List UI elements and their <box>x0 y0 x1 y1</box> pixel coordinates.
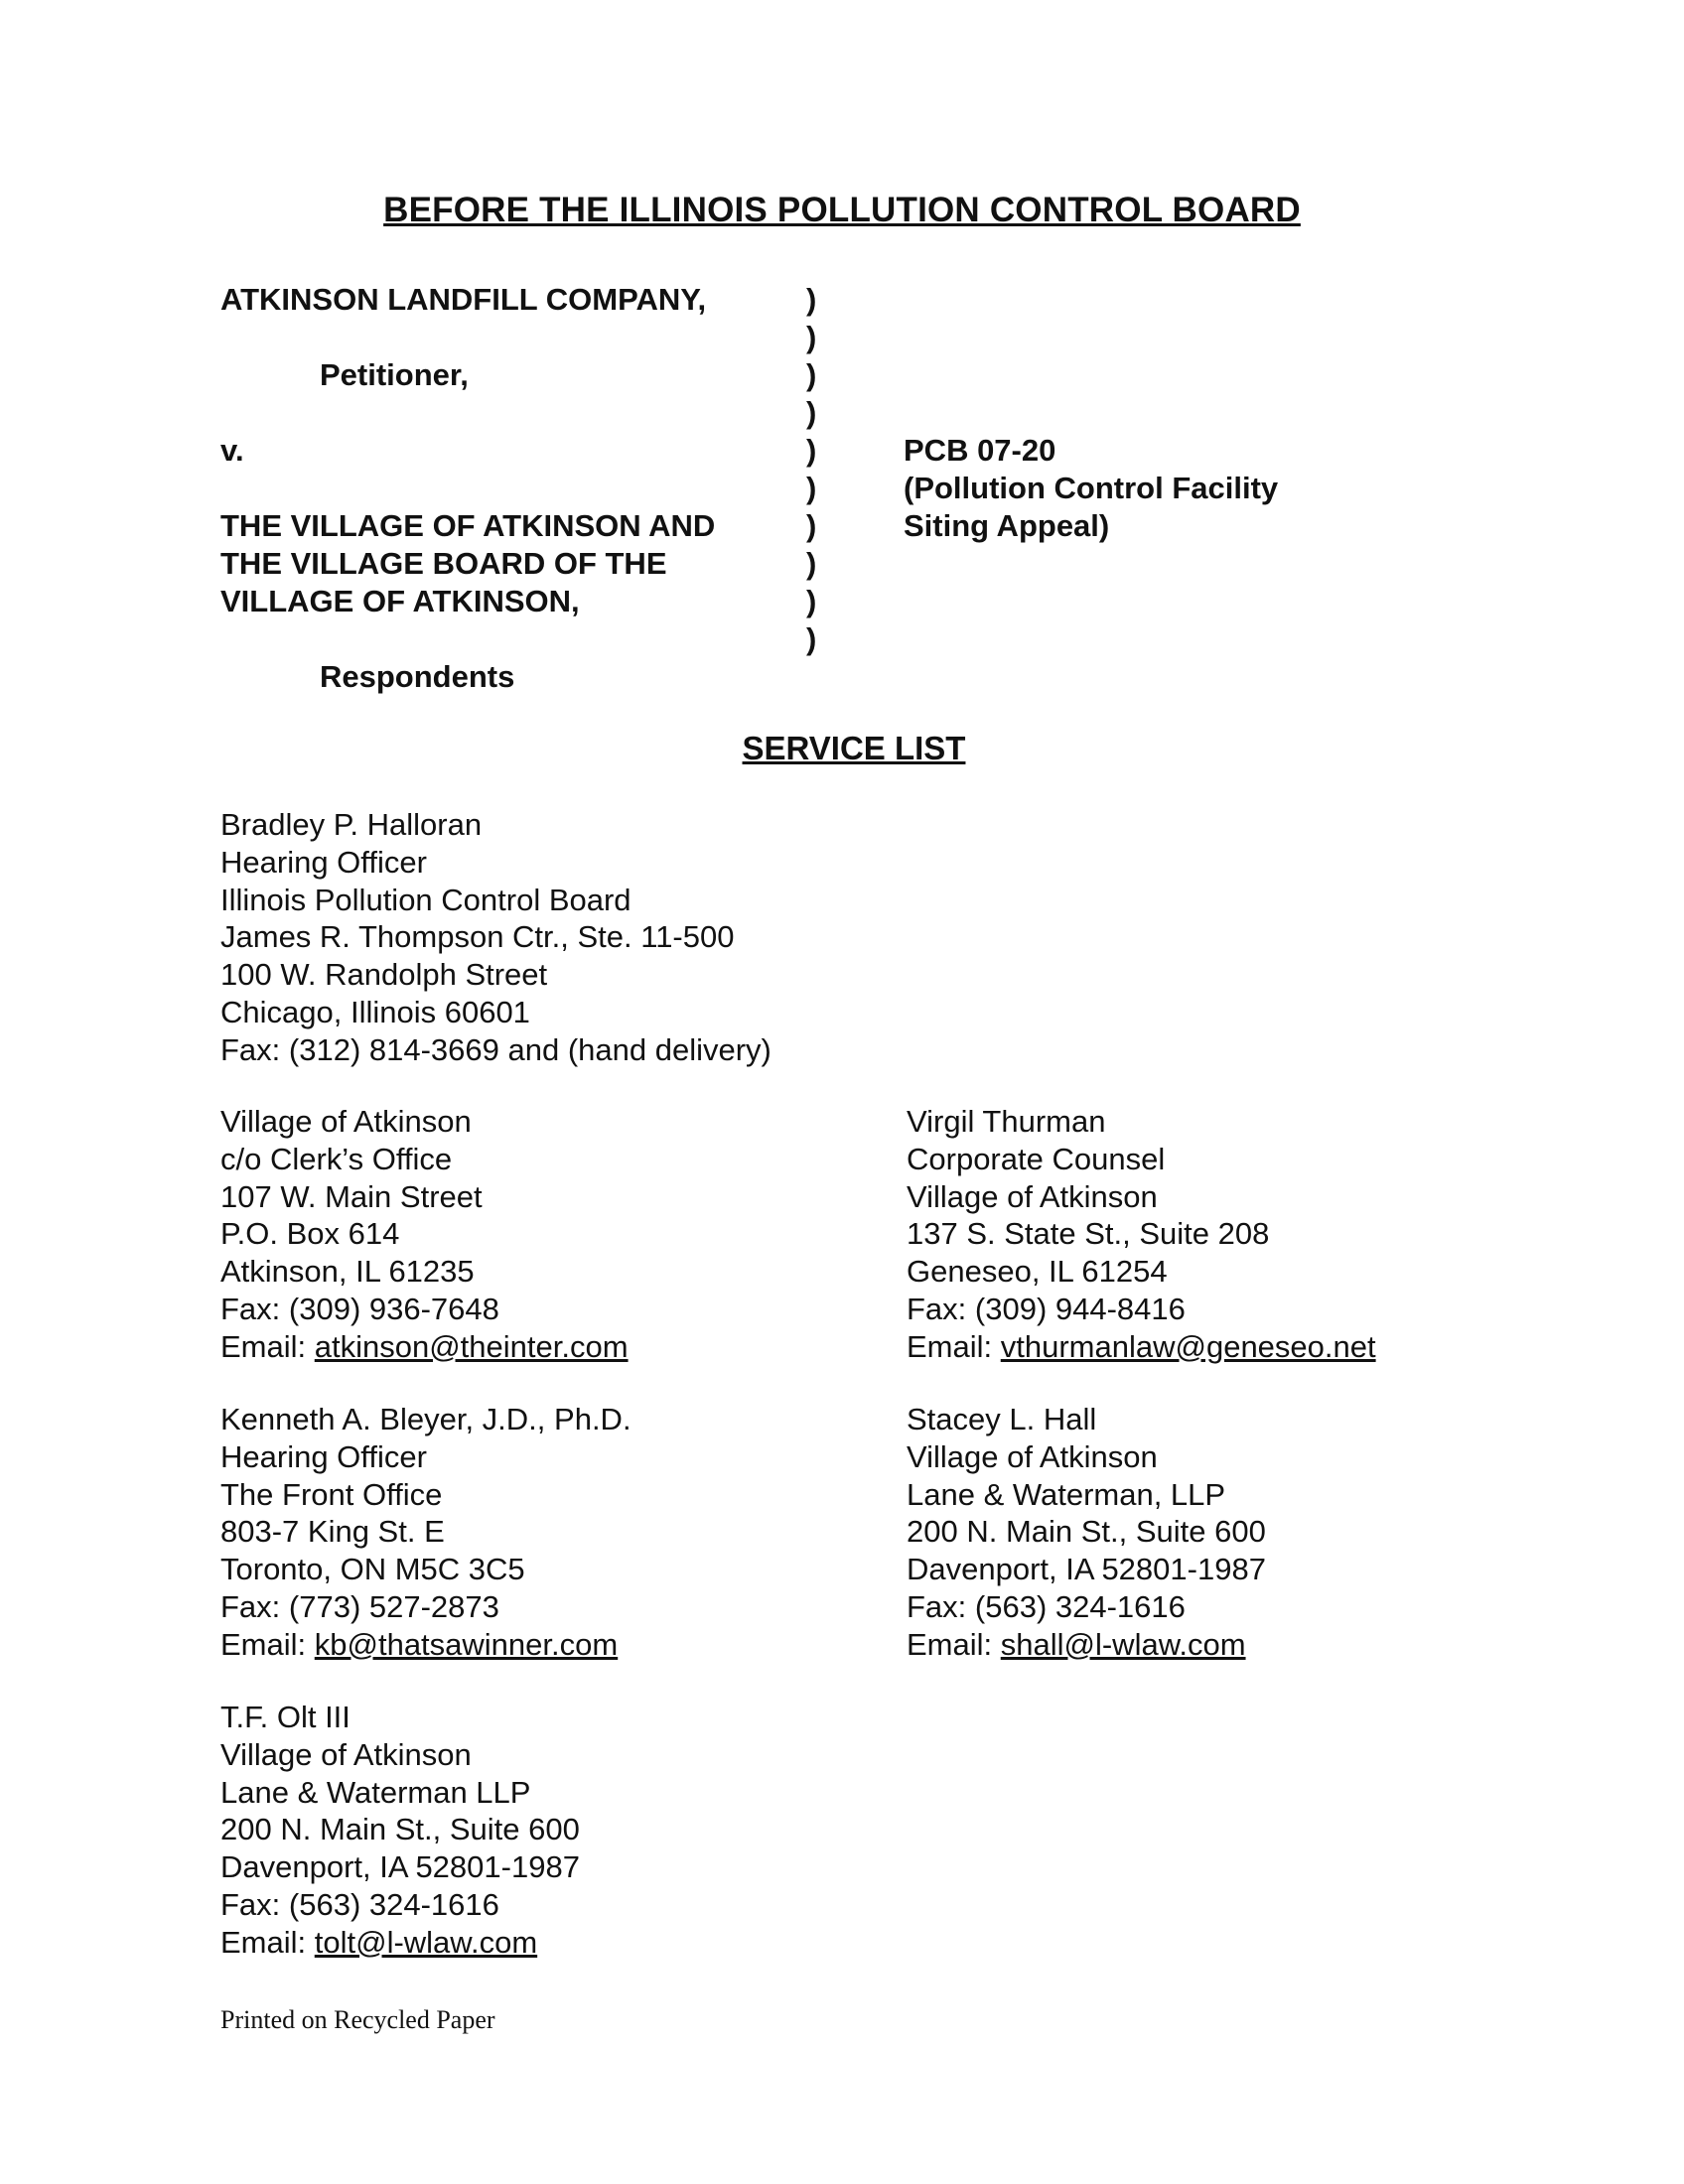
contact-line: Chicago, Illinois 60601 <box>220 994 530 1029</box>
contact-line: Toronto, ON M5C 3C5 <box>220 1552 525 1587</box>
email-link[interactable]: tolt@l-wlaw.com <box>314 1924 538 1960</box>
contact-line: Hearing Officer <box>220 1438 427 1474</box>
case-caption <box>220 281 715 696</box>
contact-line: The Front Office <box>220 1476 443 1512</box>
contact-line: Corporate Counsel <box>907 1141 1166 1176</box>
case-number: PCB 07-20 <box>904 433 1056 468</box>
respondent-line: VILLAGE OF ATKINSON, <box>220 584 580 618</box>
contact-line: T.F. Olt III <box>220 1700 351 1734</box>
versus-label: v. <box>220 433 244 468</box>
contact-line: 107 W. Main Street <box>220 1178 483 1214</box>
contact-village <box>220 1103 629 1366</box>
contact-line: 803-7 King St. E <box>220 1514 445 1550</box>
email-line <box>220 1328 629 1366</box>
petitioner-role: Petitioner, <box>320 357 469 392</box>
caption-paren: ) <box>806 546 817 581</box>
email-line <box>220 1924 580 1962</box>
caption-paren: ) <box>806 320 817 354</box>
respondent-line: THE VILLAGE BOARD OF THE <box>220 546 667 581</box>
contact-line: Virgil Thurman <box>907 1104 1106 1139</box>
contact-line: 100 W. Randolph Street <box>220 957 548 993</box>
contact-line: Bradley P. Halloran <box>220 807 483 842</box>
contact-line: 200 N. Main St., Suite 600 <box>220 1812 580 1847</box>
email-label: Email: <box>220 1328 315 1364</box>
caption-paren: ) <box>806 282 817 317</box>
contact-line: Lane & Waterman, LLP <box>907 1476 1226 1512</box>
email-label: Email: <box>220 1626 315 1662</box>
respondent-role: Respondents <box>320 659 515 694</box>
contact-line: Fax: (773) 527-2873 <box>220 1588 499 1624</box>
case-type-line: (Pollution Control Facility <box>904 471 1279 505</box>
caption-paren: ) <box>806 471 817 505</box>
contact-line: Fax: (312) 814-3669 and (hand delivery) <box>220 1031 772 1067</box>
contact-line: Atkinson, IL 61235 <box>220 1254 475 1290</box>
email-link[interactable]: atkinson@theinter.com <box>314 1328 629 1364</box>
caption-paren: ) <box>806 508 817 543</box>
email-link[interactable]: kb@thatsawinner.com <box>314 1626 619 1662</box>
contact-line: Stacey L. Hall <box>907 1402 1097 1436</box>
court-heading: BEFORE THE ILLINOIS POLLUTION CONTROL BOARD <box>383 191 1301 229</box>
contact-line: Village of Atkinson <box>220 1736 472 1772</box>
contact-line: Fax: (563) 324-1616 <box>220 1886 499 1922</box>
contact-line: Lane & Waterman LLP <box>220 1774 531 1810</box>
case-info <box>904 432 1278 545</box>
contact-hall <box>907 1401 1266 1664</box>
contact-line: Fax: (309) 936-7648 <box>220 1291 499 1326</box>
contact-line: Village of Atkinson <box>907 1178 1158 1214</box>
caption-paren: ) <box>806 621 817 656</box>
petitioner-name: ATKINSON LANDFILL COMPANY, <box>220 282 707 317</box>
contact-line: 200 N. Main St., Suite 600 <box>907 1514 1266 1550</box>
contact-thurman <box>907 1103 1376 1366</box>
respondent-line: THE VILLAGE OF ATKINSON AND <box>220 508 716 543</box>
contact-line: Fax: (563) 324-1616 <box>907 1588 1186 1624</box>
caption-paren: ) <box>806 584 817 618</box>
contact-line: Village of Atkinson <box>220 1104 472 1139</box>
contact-olt <box>220 1699 580 1962</box>
email-label: Email: <box>220 1924 315 1960</box>
contact-halloran <box>220 806 772 1069</box>
email-link[interactable]: vthurmanlaw@geneseo.net <box>1000 1328 1376 1364</box>
contact-line: Hearing Officer <box>220 844 427 880</box>
contact-line: Davenport, IA 52801-1987 <box>907 1552 1266 1587</box>
email-label: Email: <box>907 1626 1001 1662</box>
email-line <box>220 1626 632 1664</box>
contact-line: 137 S. State St., Suite 208 <box>907 1216 1270 1252</box>
contact-line: Kenneth A. Bleyer, J.D., Ph.D. <box>220 1402 632 1436</box>
contact-line: Village of Atkinson <box>907 1438 1158 1474</box>
caption-paren: ) <box>806 357 817 392</box>
email-link[interactable]: shall@l-wlaw.com <box>1000 1626 1246 1662</box>
email-label: Email: <box>907 1328 1001 1364</box>
contact-line: Illinois Pollution Control Board <box>220 882 632 917</box>
caption-parentheses <box>806 281 816 658</box>
caption-paren: ) <box>806 433 817 468</box>
contact-line: Fax: (309) 944-8416 <box>907 1291 1186 1326</box>
contact-line: Geneseo, IL 61254 <box>907 1254 1168 1290</box>
caption-paren: ) <box>806 395 817 430</box>
contact-line: Davenport, IA 52801-1987 <box>220 1849 580 1885</box>
contact-line: P.O. Box 614 <box>220 1216 400 1252</box>
contact-line: James R. Thompson Ctr., Ste. 11-500 <box>220 919 735 955</box>
email-line <box>907 1626 1266 1664</box>
contact-bleyer <box>220 1401 632 1664</box>
recycled-paper-footer: Printed on Recycled Paper <box>220 2005 495 2034</box>
service-list-title: SERVICE LIST <box>742 730 966 766</box>
case-type-line: Siting Appeal) <box>904 508 1110 543</box>
contact-line: c/o Clerk’s Office <box>220 1141 453 1176</box>
email-line <box>907 1328 1376 1366</box>
